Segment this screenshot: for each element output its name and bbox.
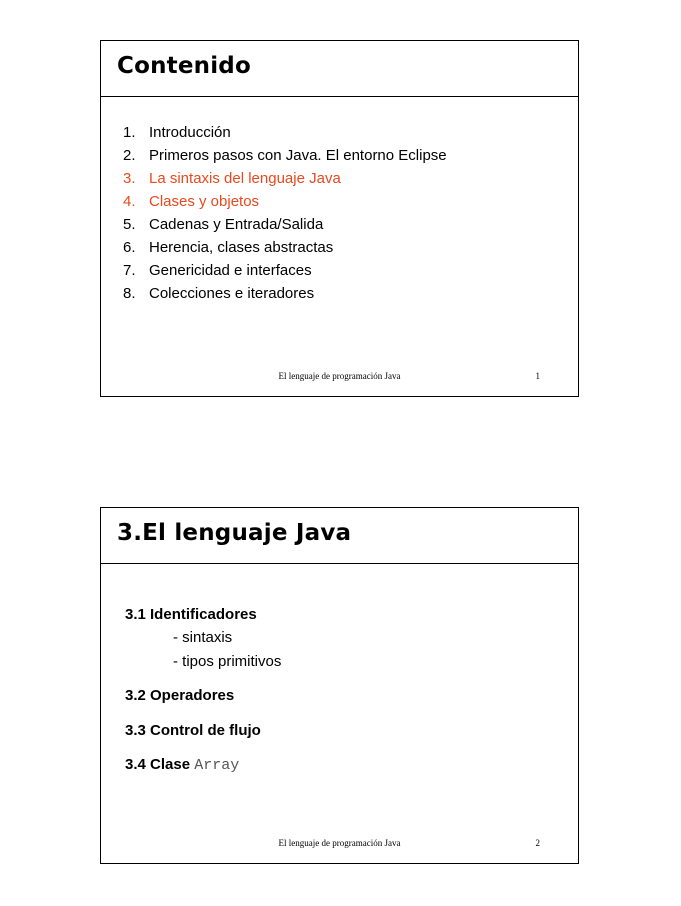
subsection-sintaxis: - sintaxis (173, 629, 233, 646)
section-clase-array (125, 756, 239, 774)
slide-contenido (100, 40, 579, 397)
toc-item: 5. Cadenas y Entrada/Salida (123, 216, 324, 233)
subsection-tipos-primitivos: - tipos primitivos (173, 653, 282, 670)
toc-item: 6. Herencia, clases abstractas (123, 239, 334, 256)
slide-lenguaje-java (100, 507, 579, 864)
slide-title: Contenido (117, 53, 251, 79)
slide-footer: El lenguaje de programación Java (278, 371, 401, 381)
table-of-contents (123, 121, 447, 305)
section-clase-label: 3.4 Clase (125, 756, 191, 773)
section-control-de-flujo: 3.3 Control de flujo (125, 722, 261, 739)
slide-title: 3.El lenguaje Java (117, 520, 352, 546)
toc-item: 8. Colecciones e iteradores (123, 285, 315, 302)
slide-title-bar (101, 508, 578, 564)
slide-title-bar (101, 41, 578, 97)
page-number: 2 (535, 838, 540, 848)
page-number: 1 (535, 371, 540, 381)
toc-item-highlighted: 4. Clases y objetos (123, 193, 260, 210)
toc-item-highlighted: 3. La sintaxis del lenguaje Java (123, 170, 341, 187)
toc-item: 2. Primeros pasos con Java. El entorno Eclipse (123, 147, 447, 164)
toc-item: 7. Genericidad e interfaces (123, 262, 312, 279)
section-operadores: 3.2 Operadores (125, 687, 235, 704)
code-array: Array (194, 757, 240, 774)
slide-footer: El lenguaje de programación Java (278, 838, 401, 848)
section-identificadores: 3.1 Identificadores (125, 606, 257, 623)
toc-item: 1. Introducción (123, 124, 231, 141)
